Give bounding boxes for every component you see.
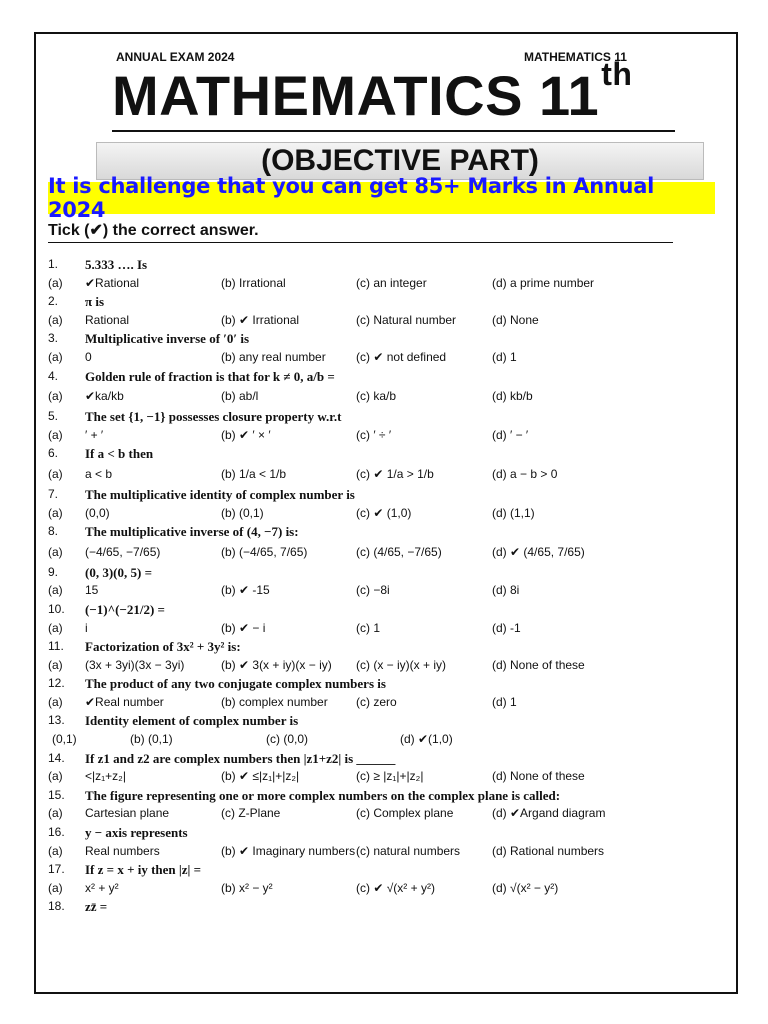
question-text: Golden rule of fraction is that for k ≠ 0, a/b =: [85, 368, 335, 384]
question-row: [48, 786, 728, 805]
option-c[interactable]: (c) Natural number: [356, 312, 457, 327]
title-superscript: th: [601, 56, 633, 92]
question-row: [48, 823, 728, 842]
question-number: 16.: [48, 825, 65, 840]
option-d[interactable]: (d) √(x² − y²): [492, 880, 559, 895]
options-row: [48, 693, 728, 712]
option-d[interactable]: (d) ✔(1,0): [400, 732, 453, 747]
options-row: [48, 581, 728, 600]
option-a[interactable]: 15: [85, 583, 99, 598]
option-d[interactable]: (d) -1: [492, 620, 521, 635]
option-a[interactable]: Real numbers: [85, 843, 160, 858]
question-number: 5.: [48, 409, 59, 424]
option-c[interactable]: (c) −8i: [356, 583, 390, 598]
option-b[interactable]: (b) ✔ -15: [221, 583, 270, 598]
option-a-label: (a): [48, 843, 63, 858]
option-a[interactable]: x² + y²: [85, 880, 119, 895]
question-text: y − axis represents: [85, 825, 188, 841]
option-a[interactable]: (0,1): [52, 732, 77, 747]
options-row: [48, 348, 728, 367]
option-a[interactable]: ′ + ′: [85, 427, 104, 442]
options-row: [48, 730, 728, 749]
question-text: The product of any two conjugate complex numbers is: [85, 676, 386, 692]
challenge-banner: [48, 174, 715, 222]
title-main: MATHEMATICS 11: [112, 64, 600, 127]
option-c[interactable]: (c) ≥ |z₁|+|z₂|: [356, 769, 424, 784]
option-d[interactable]: (d) None of these: [492, 769, 585, 784]
question-row: [48, 637, 728, 656]
question-text: The multiplicative inverse of (4, −7) is:: [85, 524, 299, 540]
question-text: Identity element of complex number is: [85, 713, 299, 729]
question-number: 12.: [48, 676, 65, 691]
option-c[interactable]: (c) Complex plane: [356, 806, 454, 821]
question-number: 15.: [48, 787, 65, 802]
option-c[interactable]: (c) ✔ 1/a > 1/b: [356, 466, 434, 481]
question-text: If z = x + iy then |z| =: [85, 862, 202, 878]
question-number: 8.: [48, 524, 59, 539]
option-d[interactable]: (d) a − b > 0: [492, 466, 558, 481]
options-row: [48, 274, 728, 293]
question-row: [48, 711, 728, 730]
question-number: 3.: [48, 331, 59, 346]
options-row: [48, 426, 728, 445]
options-row: [48, 541, 728, 563]
question-row: [48, 600, 728, 619]
question-text: Multiplicative inverse of ′0′ is: [85, 331, 250, 347]
option-b[interactable]: (b) any real number: [221, 349, 326, 364]
instruction: Tick (✔) the correct answer.: [48, 220, 673, 243]
question-row: [48, 860, 728, 879]
option-a-label: (a): [48, 275, 63, 290]
option-a-label: (a): [48, 466, 63, 481]
option-d[interactable]: (d) ✔ (4/65, 7/65): [492, 544, 585, 559]
question-number: 7.: [48, 486, 59, 501]
question-number: 17.: [48, 862, 65, 877]
question-row: [48, 522, 728, 541]
option-d[interactable]: (d) (1,1): [492, 505, 535, 520]
option-b[interactable]: (b) (0,1): [221, 505, 264, 520]
question-row: [48, 749, 728, 768]
option-a[interactable]: ✔Rational: [85, 275, 140, 290]
option-a-label: (a): [48, 806, 63, 821]
option-a-label: (a): [48, 427, 63, 442]
question-number: 9.: [48, 564, 59, 579]
question-text: The multiplicative identity of complex number is: [85, 486, 355, 502]
option-a-label: (a): [48, 694, 63, 709]
option-b[interactable]: (b) (−4/65, 7/65): [221, 544, 308, 559]
option-b[interactable]: (b) (0,1): [130, 732, 173, 747]
question-number: 18.: [48, 899, 65, 914]
option-d[interactable]: (d) None: [492, 312, 539, 327]
question-text: If a < b then: [85, 446, 154, 462]
option-c[interactable]: (c) ✔ (1,0): [356, 505, 412, 520]
subject-label: MATHEMATICS 11: [524, 50, 627, 64]
option-c[interactable]: (c) ✔ √(x² + y²): [356, 880, 435, 895]
exam-label: ANNUAL EXAM 2024: [116, 50, 235, 64]
option-c[interactable]: (c) ka/b: [356, 389, 397, 404]
question-row: [48, 292, 728, 311]
option-d[interactable]: (d) 1: [492, 349, 517, 364]
option-d[interactable]: (d) a prime number: [492, 275, 595, 290]
question-text: The figure representing one or more complex numbers on the complex plane is called:: [85, 787, 561, 803]
option-b[interactable]: (c) Z-Plane: [221, 806, 281, 821]
option-b[interactable]: (b) complex number: [221, 694, 328, 709]
question-row: [48, 407, 728, 426]
option-d[interactable]: (d) 8i: [492, 583, 520, 598]
question-number: 13.: [48, 713, 65, 728]
question-row: [48, 329, 728, 348]
option-a[interactable]: Cartesian plane: [85, 806, 170, 821]
option-b[interactable]: (b) ✔ 3(x + iy)(x − iy): [221, 657, 332, 672]
option-c[interactable]: (c) an integer: [356, 275, 427, 290]
option-a-label: (a): [48, 544, 63, 559]
option-a[interactable]: (3x + 3yi)(3x − 3yi): [85, 657, 185, 672]
question-row: [48, 674, 728, 693]
title-underline: [112, 130, 675, 132]
option-b[interactable]: (b) 1/a < 1/b: [221, 466, 287, 481]
banner-text: It is challenge that you can get 85+ Marks in Annual 2024: [48, 174, 654, 222]
option-d[interactable]: (d) Rational numbers: [492, 843, 605, 858]
question-row: [48, 255, 728, 274]
question-text: (−1)^(−21/2) =: [85, 601, 165, 617]
option-a[interactable]: a < b: [85, 466, 113, 481]
option-a[interactable]: ✔Real number: [85, 694, 164, 709]
option-c[interactable]: (c) zero: [356, 694, 397, 709]
question-row: [48, 563, 728, 582]
option-c[interactable]: (c) 1: [356, 620, 380, 635]
option-a-label: (a): [48, 312, 63, 327]
options-row: [48, 385, 728, 407]
question-list: [48, 255, 728, 916]
question-row: [48, 367, 728, 386]
options-row: [48, 804, 728, 823]
option-a-label: (a): [48, 583, 63, 598]
option-a-label: (a): [48, 657, 63, 672]
options-row: [48, 767, 728, 786]
option-b[interactable]: (b) x² − y²: [221, 880, 273, 895]
question-number: 6.: [48, 446, 59, 461]
question-text: Factorization of 3x² + 3y² is:: [85, 639, 241, 655]
option-a-label: (a): [48, 349, 63, 364]
question-text: zz̄ =: [85, 899, 108, 915]
option-c[interactable]: (c) (0,0): [266, 732, 308, 747]
option-c[interactable]: (c) (4/65, −7/65): [356, 544, 442, 559]
question-number: 4.: [48, 368, 59, 383]
option-b[interactable]: (b) ✔ ′ × ′: [221, 427, 271, 442]
question-number: 11.: [48, 639, 64, 654]
question-text: The set {1, −1} possesses closure property w.r.t: [85, 409, 342, 425]
option-a[interactable]: Rational: [85, 312, 130, 327]
question-number: 10.: [48, 601, 65, 616]
option-c[interactable]: (c) ′ ÷ ′: [356, 427, 392, 442]
option-b[interactable]: (b) ✔ Imaginary numbers: [221, 843, 356, 858]
option-b[interactable]: (b) ✔ ≤|z₁|+|z₂|: [221, 769, 300, 784]
options-row: [48, 504, 728, 523]
option-a-label: (a): [48, 880, 63, 895]
option-a[interactable]: <|z₁+z₂|: [85, 769, 126, 784]
options-row: [48, 879, 728, 898]
option-a[interactable]: (0,0): [85, 505, 110, 520]
option-b[interactable]: (b) Irrational: [221, 275, 286, 290]
option-c[interactable]: (c) natural numbers: [356, 843, 461, 858]
option-a-label: (a): [48, 769, 63, 784]
options-row: [48, 656, 728, 675]
question-number: 14.: [48, 750, 65, 765]
option-d[interactable]: (d) 1: [492, 694, 517, 709]
question-number: 1.: [48, 257, 59, 271]
option-b[interactable]: (b) ✔ Irrational: [221, 312, 300, 327]
option-c[interactable]: (c) ✔ not defined: [356, 349, 447, 364]
option-a[interactable]: ✔ka/kb: [85, 389, 124, 404]
question-text: 5.333 …. Is: [85, 257, 148, 272]
option-d[interactable]: (d) ✔Argand diagram: [492, 806, 606, 821]
option-b[interactable]: (b) ✔ − i: [221, 620, 266, 635]
option-b[interactable]: (b) ab/l: [221, 389, 259, 404]
question-text: π is: [85, 294, 105, 310]
option-c[interactable]: (c) (x − iy)(x + iy): [356, 657, 446, 672]
question-text: (0, 3)(0, 5) =: [85, 564, 152, 580]
question-row: [48, 897, 728, 916]
option-d[interactable]: (d) ′ − ′: [492, 427, 529, 442]
option-a-label: (a): [48, 620, 63, 635]
option-a[interactable]: (−4/65, −7/65): [85, 544, 161, 559]
options-row: [48, 311, 728, 330]
question-number: 2.: [48, 294, 59, 309]
option-a-label: (a): [48, 505, 63, 520]
subtitle: (OBJECTIVE PART): [261, 144, 539, 177]
options-row: [48, 463, 728, 485]
question-row: [48, 485, 728, 504]
option-a-label: (a): [48, 389, 63, 404]
option-d[interactable]: (d) kb/b: [492, 389, 533, 404]
options-row: [48, 842, 728, 861]
option-a[interactable]: 0: [85, 349, 92, 364]
option-a[interactable]: i: [85, 620, 88, 635]
option-d[interactable]: (d) None of these: [492, 657, 585, 672]
options-row: [48, 619, 728, 638]
question-text: If z1 and z2 are complex numbers then |z1+z2| is ______: [85, 750, 396, 766]
question-row: [48, 444, 728, 463]
